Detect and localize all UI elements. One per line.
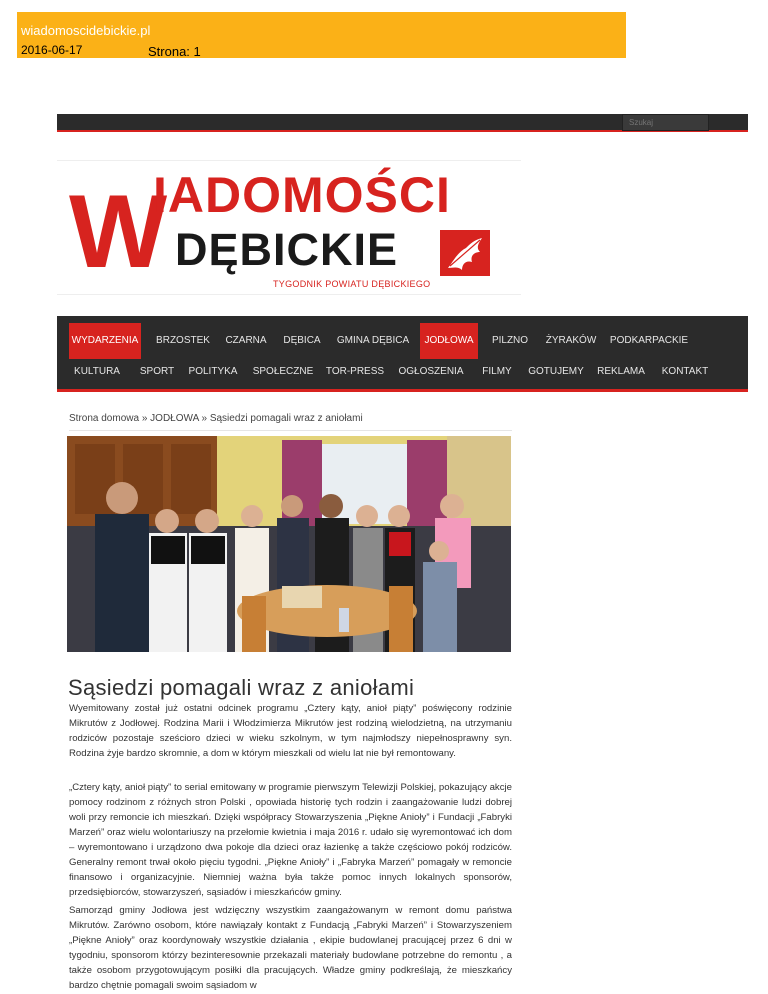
print-header (17, 12, 626, 58)
nav-item-sport[interactable]: SPORT (139, 366, 175, 377)
nav-item-brzostek[interactable]: BRZOSTEK (156, 335, 210, 346)
logo-line-2[interactable]: DĘBICKIE (175, 224, 399, 275)
breadcrumb-category[interactable]: JODŁOWA (150, 413, 199, 424)
logo-line-1[interactable]: IADOMOŚCI (153, 167, 451, 223)
nav-item-polityka[interactable]: POLITYKA (188, 366, 238, 377)
search-input[interactable] (622, 114, 709, 131)
logo-tagline: TYGODNIK POWIATU DĘBICKIEGO (273, 279, 431, 289)
nav-item-kultura[interactable]: KULTURA (74, 366, 120, 377)
logo-initial[interactable]: W (69, 174, 164, 290)
print-date: 2016-06-17 (21, 43, 83, 57)
nav-item-tor-press[interactable]: TOR-PRESS (325, 366, 385, 377)
breadcrumb (69, 413, 512, 431)
breadcrumb-current: Sąsiedzi pomagali wraz z aniołami (209, 413, 363, 424)
nav-item-dębica[interactable]: DĘBICA (283, 335, 321, 346)
print-page-number: Strona: 1 (148, 44, 201, 59)
nav-item-reklama[interactable]: REKLAMA (597, 366, 645, 377)
nav-item-ogłoszenia[interactable]: OGŁOSZENIA (398, 366, 464, 377)
nav-item-gmina-dębica[interactable]: GMINA DĘBICA (336, 335, 410, 346)
article-photo (67, 436, 511, 652)
nav-item-wydarzenia[interactable]: WYDARZENIA (69, 323, 141, 359)
nav-item-pilzno[interactable]: PILZNO (491, 335, 529, 346)
nav-item-czarna[interactable]: CZARNA (225, 335, 267, 346)
nav-item-jodłowa[interactable]: JODŁOWA (420, 323, 478, 359)
breadcrumb-separator: » (201, 413, 208, 424)
print-site-name: wiadomoscidebickie.pl (21, 23, 151, 38)
nav-item-społeczne[interactable]: SPOŁECZNE (252, 366, 314, 377)
nav-item-filmy[interactable]: FILMY (482, 366, 512, 377)
article-paragraph: Samorząd gminy Jodłowa jest wdzięczny wszystkim zaangażowanym w remont domu państwa Mikrutów. Zarówno osobom, które nawiązały kontakt z Fundacją „Fabryki Marzeń” i Stowarzyszeniem „Piękne Anioły” oraz koordynowały wszystkie działania , ekipie budowlanej pracującej przez 6 dni w tygodniu, sponsorom którzy bezinteresownie przekazali materiały budowlane potrzebne do remontu , a także osobom przygotowującym posiłki dla pracujących. Władze gminy podkreślają, że mieszkańcy bardzo chętnie pomagali swoim sąsiadom w (69, 905, 512, 991)
oak-leaf-emblem-icon (440, 230, 490, 276)
nav-item-żyraków[interactable]: ŻYRAKÓW (545, 335, 597, 346)
breadcrumb-home[interactable]: Strona domowa (69, 413, 140, 424)
nav-item-kontakt[interactable]: KONTAKT (661, 366, 709, 377)
article-paragraph: Wyemitowany został już ostatni odcinek programu „Cztery kąty, anioł piąty” poświęcony rodzinie Mikrutów z Jodłowej. Rodzina Marii i Włodzimierza Mikrutów jest rodziną wielodzietną, na utrzymaniu rodziców pozostaje sześcioro dzieci w wieku szkolnym, w tym najmłodszy niepełnosprawny syn. Rodzina żyje bardzo skromnie, a dom w którym mieszkali od wielu lat nie był remontowany. (69, 703, 512, 759)
main-navigation (57, 316, 748, 392)
nav-item-gotujemy[interactable]: GOTUJEMY (528, 366, 584, 377)
nav-item-podkarpackie[interactable]: PODKARPACKIE (609, 335, 689, 346)
article-title: Sąsiedzi pomagali wraz z aniołami (68, 675, 415, 700)
article-paragraph: „Cztery kąty, anioł piąty” to serial emitowany w programie pierwszym Telewizji Polskiej, pokazujący akcje pomocy rodzinom z różnych stron Polski , opowiada historię tych rodzin i zaangażowanie ludzi dobrej woli przy remoncie ich mieszkań. Dzięki współpracy Stowarzyszenia „Piękne Anioły” i Fundacji „Fabryki Marzeń” oraz wielu wolontariuszy na przełomie kwietnia i maja 2016 r. udało się wyremontować ich dom – wyremontowano i urządzono dwa pokoje dla dzieci oraz łazienkę a także częściowo pokój rodziców. Generalny remont trwał około pięciu tygodni. „Piękne Anioły” i „Fabryka Marzeń” pomagały w remoncie finansowo i organizacyjnie. Niemniej ważna była także pomoc innych lokalnych sponsorów, przedsiębiorców, stowarzyszeń, sąsiadów i mieszkańców gminy. (69, 782, 512, 898)
breadcrumb-separator: » (141, 413, 148, 424)
